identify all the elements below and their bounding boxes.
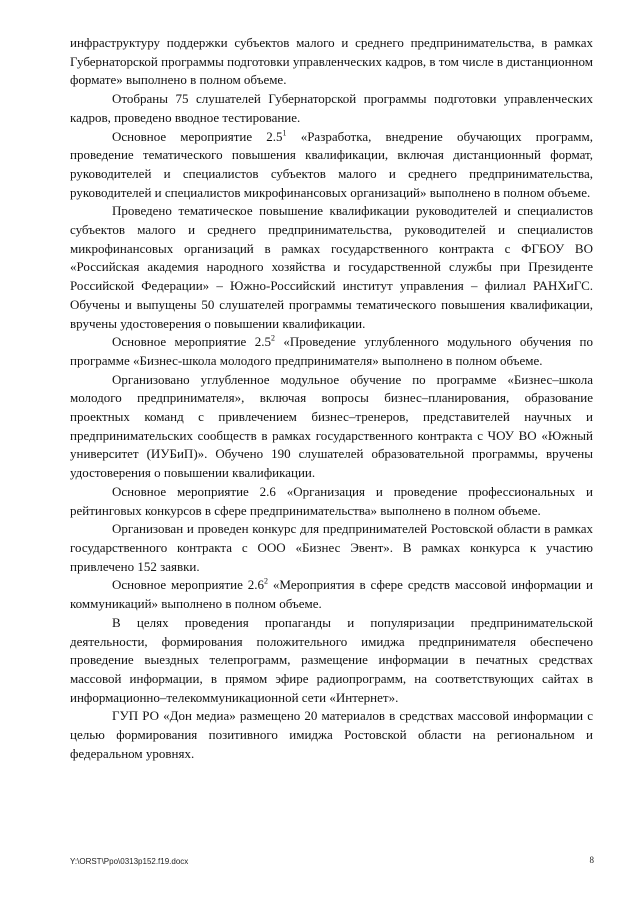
footnote-mark: 2 bbox=[264, 577, 269, 587]
footer-file-path: Y:\ORST\Ppo\0313p152.f19.docx bbox=[70, 857, 189, 866]
measure-number: Основное мероприятие 2.5 bbox=[112, 334, 271, 350]
paragraph-2: Отобраны 75 слушателей Губернаторской программы подготовки управленческих кадров, проведено вводное тестирование. bbox=[70, 91, 593, 125]
paragraph-5 bbox=[70, 333, 593, 370]
paragraph-7: Основное мероприятие 2.6 «Организация и проведение профессиональных и рейтинговых конкурсов в сфере предпринимательства» выполнено в полном объеме. bbox=[70, 483, 593, 518]
measure-text: «Разработка, внедрение обучающих программ, проведение тематического повышения квалификации, включая дистанционный формат, руководителей и специалистов субъектов малого и среднего предпринимательства, руководителей и специалистов микрофинансовых организаций» выполнено в полном объеме. bbox=[70, 128, 593, 200]
footnote-mark: 2 bbox=[270, 333, 275, 343]
measure-text: «Мероприятия в сфере средств массовой информации и коммуникаций» выполнено в полном объеме. bbox=[70, 577, 593, 612]
measure-number: Основное мероприятие 2.6 bbox=[112, 577, 265, 593]
paragraph-4: Проведено тематическое повышение квалификации руководителей и специалистов субъектов малого и среднего предпринимательства, руководителей и специалистов микрофинансовых организаций в рамках государственного контракта с ФГБОУ ВО «Российская академия народного хозяйства и государственной службы при Президенте Российской Федерации» – Южно-Российский институт управления – филиал РАНХиГС. Обучены и выпущены 50 слушателей программы тематического повышения квалификации, вручены удостоверения о повышении квалификации. bbox=[70, 203, 593, 331]
page-number: 8 bbox=[589, 855, 594, 865]
paragraph-11: ГУП РО «Дон медиа» размещено 20 материалов в средствах массовой информации с целью формирования позитивного имиджа Ростовской области на региональном и федеральном уровнях. bbox=[70, 708, 593, 761]
paragraph-9 bbox=[70, 576, 593, 613]
paragraph-1: инфраструктуру поддержки субъектов малого и среднего предпринимательства, в рамках Губернаторской программы подготовки управленческих кадров, в том числе в дистанционном формате» выполнено в полном объеме. bbox=[70, 35, 593, 88]
measure-number: Основное мероприятие 2.5 bbox=[112, 128, 283, 144]
paragraph-3 bbox=[70, 128, 593, 203]
measure-text: «Проведение углубленного модульного обучения по программе «Бизнес-школа молодого предпринимателя» выполнено в полном объеме. bbox=[70, 334, 593, 368]
paragraph-10: В целях проведения пропаганды и популяризации предпринимательской деятельности, формирования положительного имиджа предпринимателя обеспечено проведение выездных телепрограмм, размещение информации в печатных средствах массовой информации, в прямом эфире радиопрограмм, на соответствующих сайтах в информационно–телекоммуникационной сети «Интернет». bbox=[70, 614, 593, 705]
paragraph-6: Организовано углубленное модульное обучение по программе «Бизнес–школа молодого предпринимателя», включая вопросы бизнес–планирования, образование проектных команд с привлечением бизнес–тренеров, представителей научных и предпринимательских сообществ в рамках государственного контракта с ЧОУ ВО «Южный университет (ИУБиП)». Обучено 190 слушателей образовательной программы, вручены удостоверения о повышении квалификации. bbox=[70, 371, 593, 481]
document-body bbox=[70, 34, 593, 763]
footnote-mark: 1 bbox=[282, 128, 287, 138]
paragraph-8: Организован и проведен конкурс для предпринимателей Ростовской области в рамках государственного контракта с ООО «Бизнес Эвент». В рамках конкурса к участию привлечено 152 заявки. bbox=[70, 521, 593, 574]
